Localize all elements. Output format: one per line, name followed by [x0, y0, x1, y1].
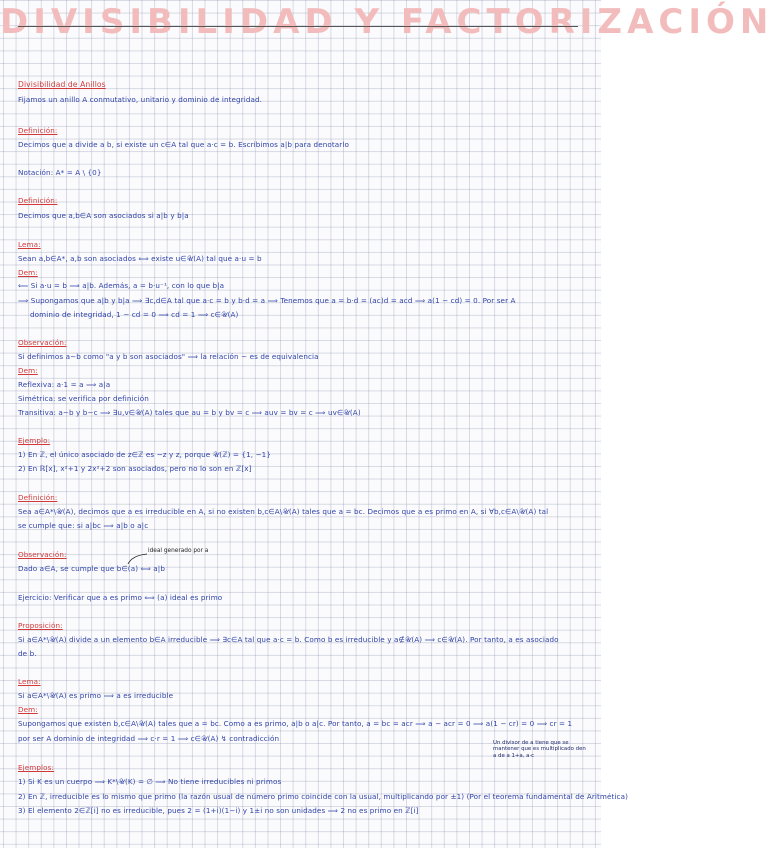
text-line: Notación: A* = A \ {0} [18, 168, 102, 177]
section-heading: Observación: [18, 550, 67, 559]
text-line: Ejercicio: Verificar que a es primo ⟺ (a) ideal es primo [18, 593, 223, 602]
section-heading: Divisibilidad de Anillos [18, 80, 106, 89]
side-note: Un divisor de a tiene que se mantener que es multiplicado den a de a 1+a, a·c [493, 740, 586, 759]
text-line: Si definimos a∼b como "a y b son asociados" ⟹ la relación ∼ es de equivalencia [18, 352, 319, 361]
text-line: Simétrica: se verifica por definición [18, 394, 149, 403]
text-line: 2) En ℝ[x], x²+1 y 2x²+2 son asociados, pero no lo son en ℤ[x] [18, 464, 252, 473]
text-line: Supongamos que existen b,c∈A\𝒰(A) tales que a = bc. Como a es primo, a|b o a|c. Por tanto, a = bc = acr ⟹ a − acr = 0 ⟹ a(1 − cr) = 0 ⟹ cr = 1 [18, 719, 573, 728]
section-heading: Ejemplos: [18, 763, 54, 772]
section-heading: Definición: [18, 493, 58, 502]
section-heading: Dem: [18, 268, 38, 277]
section-heading: Dem: [18, 366, 38, 375]
text-line: Sea a∈A*\𝒰(A), decimos que a es irreducible en A, si no existen b,c∈A\𝒰(A) tales que a = bc. Decimos que a es primo en A, si ∀b,c∈A\𝒰(A) tal [18, 507, 549, 516]
text-line: Reflexiva: a·1 = a ⟹ a|a [18, 380, 111, 389]
section-heading: Lema: [18, 240, 41, 249]
text-line: Sean a,b∈A*, a,b son asociados ⟺ existe u∈𝒰(A) tal que a·u = b [18, 254, 262, 263]
annotation-arrow-icon [125, 552, 149, 566]
section-heading: Lema: [18, 677, 41, 686]
text-line: Fijamos un anillo A conmutativo, unitario y dominio de integridad. [18, 95, 263, 104]
text-line: Si a∈A*\𝒰(A) divide a un elemento b∈A irreducible ⟹ ∃c∈A tal que a·c = b. Como b es irreducible y a∉𝒰(A) ⟹ c∈𝒰(A). Por tanto, a es asociado [18, 635, 559, 644]
text-line: 3) El elemento 2∈ℤ[i] no es irreducible, pues 2 = (1+i)(1−i) y 1±i no son unidades ⟹ 2 no es primo en ℤ[i] [18, 806, 419, 815]
text-line: 2) En ℤ, irreducible es lo mismo que primo (la razón usual de número primo coincide con la usual, multiplicando por ±1) (Por el teorema fundamental de Aritmética) [18, 792, 629, 801]
text-line: Dado a∈A, se cumple que b∈(a) ⟺ a|b [18, 564, 165, 573]
text-line: ⟹ Supongamos que a|b y b|a ⟹ ∃c,d∈A tal que a·c = b y b·d = a ⟹ Tenemos que a = b·d = (ac)d = acd ⟹ a(1 − cd) = 0. Por ser A [18, 296, 516, 305]
text-line: Si a∈A*\𝒰(A) es primo ⟹ a es irreducible [18, 691, 174, 700]
text-line: 1) Si K es un cuerpo ⟹ K*\𝒰(K) = ∅ ⟹ No tiene irreducibles ni primos [18, 777, 282, 786]
text-line: por ser A dominio de integridad ⟹ c·r = 1 ⟹ c∈𝒰(A) ↯ contradicción [18, 734, 280, 743]
text-line: Decimos que a,b∈A son asociados si a|b y b|a [18, 211, 189, 220]
title-underline [18, 26, 578, 27]
section-heading: Dem: [18, 705, 38, 714]
text-line: dominio de integridad, 1 − cd = 0 ⟹ cd = 1 ⟹ c∈𝒰(A) [30, 310, 239, 319]
text-line: ⟸ Si a·u = b ⟹ a|b. Además, a = b·u⁻¹, con lo que b|a [18, 281, 225, 290]
section-heading: Proposición: [18, 621, 63, 630]
text-line: se cumple que: si a|bc ⟹ a|b o a|c [18, 521, 149, 530]
text-line: de b. [18, 649, 37, 658]
section-heading: Observación: [18, 338, 67, 347]
section-heading: Definición: [18, 196, 58, 205]
text-line: Decimos que a divide a b, si existe un c∈A tal que a·c = b. Escribimos a|b para denotarlo [18, 140, 349, 149]
text-line: 1) En ℤ, el único asociado de z∈ℤ es −z y z, porque 𝒰(ℤ) = {1, −1} [18, 450, 272, 459]
section-heading: Definición: [18, 126, 58, 135]
section-heading: Ejemplo: [18, 436, 51, 445]
text-line: Transitiva: a∼b y b∼c ⟹ ∃u,v∈𝒰(A) tales que au = b y bv = c ⟹ auv = bv = c ⟹ uv∈𝒰(A) [18, 408, 361, 417]
page-title: DIVISIBILIDAD Y FACTORIZACIÓN [0, 2, 773, 42]
ideal-annotation: ideal generado por a [148, 548, 209, 554]
